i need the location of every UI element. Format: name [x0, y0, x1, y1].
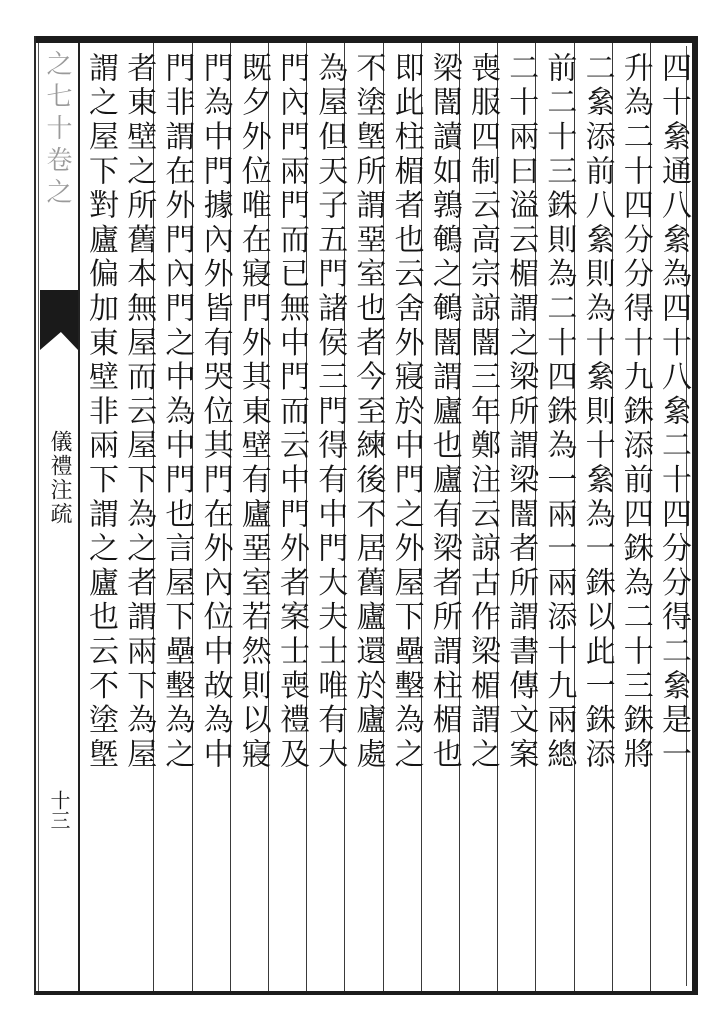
- margin-upper-fragment: 之七十卷之: [42, 50, 72, 210]
- frame-right-border: [692, 36, 698, 995]
- text-column-15: 者東壁之所舊本無屋而云屋下為之者謂兩下為屋: [121, 52, 157, 773]
- margin-line: [78, 43, 80, 991]
- text-column-6: 喪服四制云高宗諒闇三年鄭注云諒古作梁楣謂之: [465, 52, 500, 773]
- margin-line: [38, 43, 39, 991]
- page-number: 十三: [47, 790, 71, 830]
- fishtail-mark: [40, 290, 78, 350]
- text-column-9: 不塗墍所謂堊室也者今至練後不居舊廬還於廬處: [350, 52, 386, 773]
- text-column-12: 既夕外位唯在寢門外其東壁有廬堊室若然則以寢: [235, 52, 271, 773]
- text-column-8: 即此柱楣者也云舍外寢於中門之外屋下壘墼為之: [388, 52, 424, 773]
- text-column-11: 門內門兩門而已無中門而云中門外者案士喪禮及: [274, 52, 309, 773]
- text-column-1: 四十絫通八絫為四十八絫二十四分分得二絫是一: [656, 52, 691, 773]
- text-column-13: 門為中門據內外皆有哭位其門在外內位中故為中: [197, 52, 233, 773]
- text-column-10: 為屋但天子五門諸侯三門得有中門大夫士唯有大: [312, 52, 348, 773]
- text-column-3: 二絫添前八絫則為十絫則十絫為一銖以此一銖添: [579, 52, 615, 773]
- text-column-2: 升為二十四分分得十九銖添前四銖為二十三銖將: [617, 52, 653, 773]
- text-column-5: 二十兩曰溢云楣謂之梁所謂梁闇者所謂書傳文案: [503, 52, 539, 773]
- frame-top-border: [34, 36, 698, 43]
- text-column-7: 梁闇讀如鶉鵪之鵪闇謂廬也廬有梁者所謂柱楣也: [426, 52, 462, 773]
- book-title: 儀禮注疏: [47, 430, 72, 526]
- frame-left-border: [34, 36, 36, 995]
- frame-bottom-border: [34, 991, 698, 995]
- text-column-14: 門非謂在外門內門之中為中門也言屋下壘墼為之: [159, 52, 195, 773]
- text-column-4: 前二十三銖則為二十四銖為一兩一兩添十九兩總: [541, 52, 577, 773]
- text-column-16: 謂之屋下對廬偏加東壁非兩下謂之廬也云不塗墍: [83, 52, 118, 773]
